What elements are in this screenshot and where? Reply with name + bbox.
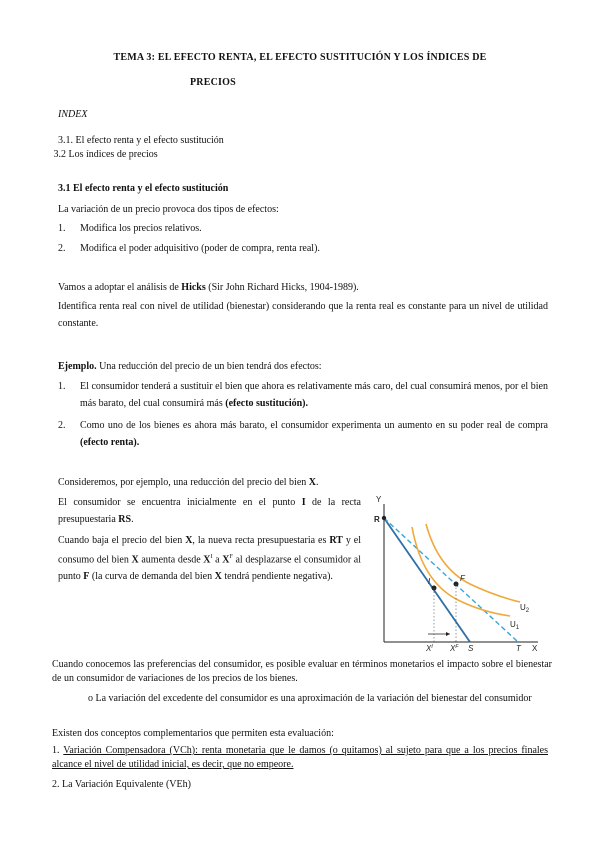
superscript: F: [229, 554, 233, 560]
text: (la curva de demanda del bien: [89, 571, 215, 583]
bold: X: [214, 571, 222, 583]
index-item: 3.2 Los índices de precios: [51, 149, 158, 160]
bold: X: [203, 554, 211, 566]
bold: I: [301, 497, 306, 508]
text: , la nueva recta presupuestaria es: [192, 535, 330, 546]
axis-x-label: X: [532, 644, 538, 652]
indifference-curve-u2: [426, 524, 520, 602]
point-i-label: I: [428, 577, 431, 586]
consider-line: [58, 474, 319, 491]
tick-s-label: S: [468, 644, 474, 652]
point-f-label: F: [460, 574, 465, 583]
income-substitution-graph: [370, 492, 550, 652]
concepts-line: Existen dos conceptos complementarios que permiten esta evaluación:: [52, 728, 334, 739]
label-main: U: [520, 603, 526, 612]
item-text: Modifica los precios relativos.: [80, 223, 202, 234]
consider-paragraph-2: [58, 494, 361, 528]
consider-text: Consideremos, por ejemplo, una reducción del precio del bien: [58, 477, 309, 488]
curve-u1-label: [510, 620, 520, 631]
example-label: Ejemplo.: [58, 361, 97, 372]
label-superscript: F: [455, 644, 459, 650]
point-r: [382, 516, 386, 520]
effect-item-2: [58, 240, 320, 257]
text: tendrá pendiente negativa).: [221, 571, 333, 583]
section-heading: 3.1 El efecto renta y el efecto sustitución: [58, 183, 229, 194]
hicks-text-pre: Vamos a adoptar el análisis de: [58, 282, 182, 293]
hicks-text-post: (Sir John Richard Hicks, 1904-1989).: [205, 282, 359, 293]
label-superscript: I: [431, 644, 433, 650]
period: .: [131, 514, 134, 525]
shift-arrow-head: [446, 632, 450, 636]
vc-text: Variación Compensadora (VCh): renta monetaria que le damos (o quitamos) al sujeto para que a los precios finales alcance el nivel de utilidad inicial, es decir, que no empeore.: [52, 745, 548, 770]
tick-xi-label: [425, 644, 433, 652]
welfare-paragraph: Cuando conocemos las preferencias del consumidor, es posible evaluar en términos monetarios el impacto sobre el bienestar de un consumidor de variaciones de los precios de los bienes.: [52, 659, 552, 684]
hicks-paragraph: [58, 279, 359, 296]
bold: RS: [118, 514, 132, 525]
text: El consumidor se encuentra inicialmente en el punto: [58, 497, 302, 508]
period: .: [316, 477, 319, 488]
bold: X: [131, 554, 139, 566]
label-main: U: [510, 620, 516, 629]
item-text-body: Como uno de los bienes es ahora más barato, el consumidor experimenta un aumento en su poder real de compra: [80, 420, 548, 431]
text: Cuando baja el precio del bien: [58, 535, 186, 546]
item-number: 1.: [58, 381, 66, 392]
index-item: 3.1. El efecto renta y el efecto sustitución: [58, 135, 224, 146]
budget-line-rt: [384, 518, 518, 642]
example-paragraph: [58, 358, 322, 375]
item-number: 2.: [58, 243, 66, 254]
item-number: 2.: [58, 420, 66, 431]
label-subscript: 2: [525, 608, 530, 614]
tick-xf-label: [449, 644, 459, 652]
section-intro: La variación de un precio provoca dos tipos de efectos:: [58, 204, 279, 215]
vc-definition: [52, 744, 548, 772]
text: aumenta desde: [138, 554, 204, 566]
welfare-bullet: o La variación del excedente del consumidor es una aproximación de la variación del bienestar del consumidor: [88, 693, 532, 704]
label-main: X: [426, 644, 432, 652]
item-text-body: El consumidor tenderá a sustituir el bien que ahora es relativamente más caro, del cual consumirá menos, por el bien más barato, del cual consumirá más: [80, 381, 548, 409]
bold: RT: [329, 535, 343, 546]
document-title: [60, 52, 540, 63]
title-line-2: PRECIOS: [190, 77, 236, 88]
hicks-name: Hicks: [181, 282, 206, 293]
bold: X: [185, 535, 193, 546]
point-r-label: R: [374, 515, 380, 524]
item-text: [80, 378, 548, 412]
consider-paragraph-3: [58, 532, 361, 585]
example-text: Una reducción del precio de un bien tendrá dos efectos:: [96, 361, 322, 372]
effect-item-1: [58, 220, 202, 237]
item-text-bold: (efecto sustitución).: [225, 398, 308, 409]
ve-line: 2. La Variación Equivalente (VEh): [52, 779, 191, 790]
renta-real-paragraph: Identifica renta real con nivel de utilidad (bienestar) considerando que la renta real es constante para un nivel de utilidad constante.: [58, 301, 548, 329]
item-number: 1.: [52, 745, 64, 756]
example-item-1: [58, 378, 548, 412]
consider-bold: X: [308, 477, 316, 488]
item-text: [80, 417, 548, 451]
budget-line-rs: [384, 518, 470, 642]
curve-u2-label: [520, 603, 530, 614]
bold: X: [222, 554, 230, 566]
item-number: 1.: [58, 223, 66, 234]
item-text: Modifica el poder adquisitivo (poder de compra, renta real).: [80, 243, 320, 254]
text: al desplazarse el consumidor al punto: [58, 554, 362, 583]
text: a: [212, 554, 223, 566]
text: y el consumo del bien: [58, 535, 362, 566]
tick-t-label: T: [516, 644, 521, 652]
label-subscript: 1: [515, 625, 520, 631]
indifference-curve-u1: [412, 527, 510, 616]
index-heading: INDEX: [58, 109, 88, 120]
text: de la recta presupuestaria: [58, 497, 361, 525]
item-text-bold: (efecto renta).: [80, 437, 140, 448]
bold: F: [83, 571, 90, 583]
title-line-1: TEMA 3: EL EFECTO RENTA, EL EFECTO SUSTITUCIÓN Y LOS ÍNDICES DE: [113, 52, 487, 63]
superscript: I: [210, 554, 213, 560]
label-main: X: [450, 644, 456, 652]
example-item-2: [58, 417, 548, 451]
axis-y-label: Y: [376, 495, 382, 504]
